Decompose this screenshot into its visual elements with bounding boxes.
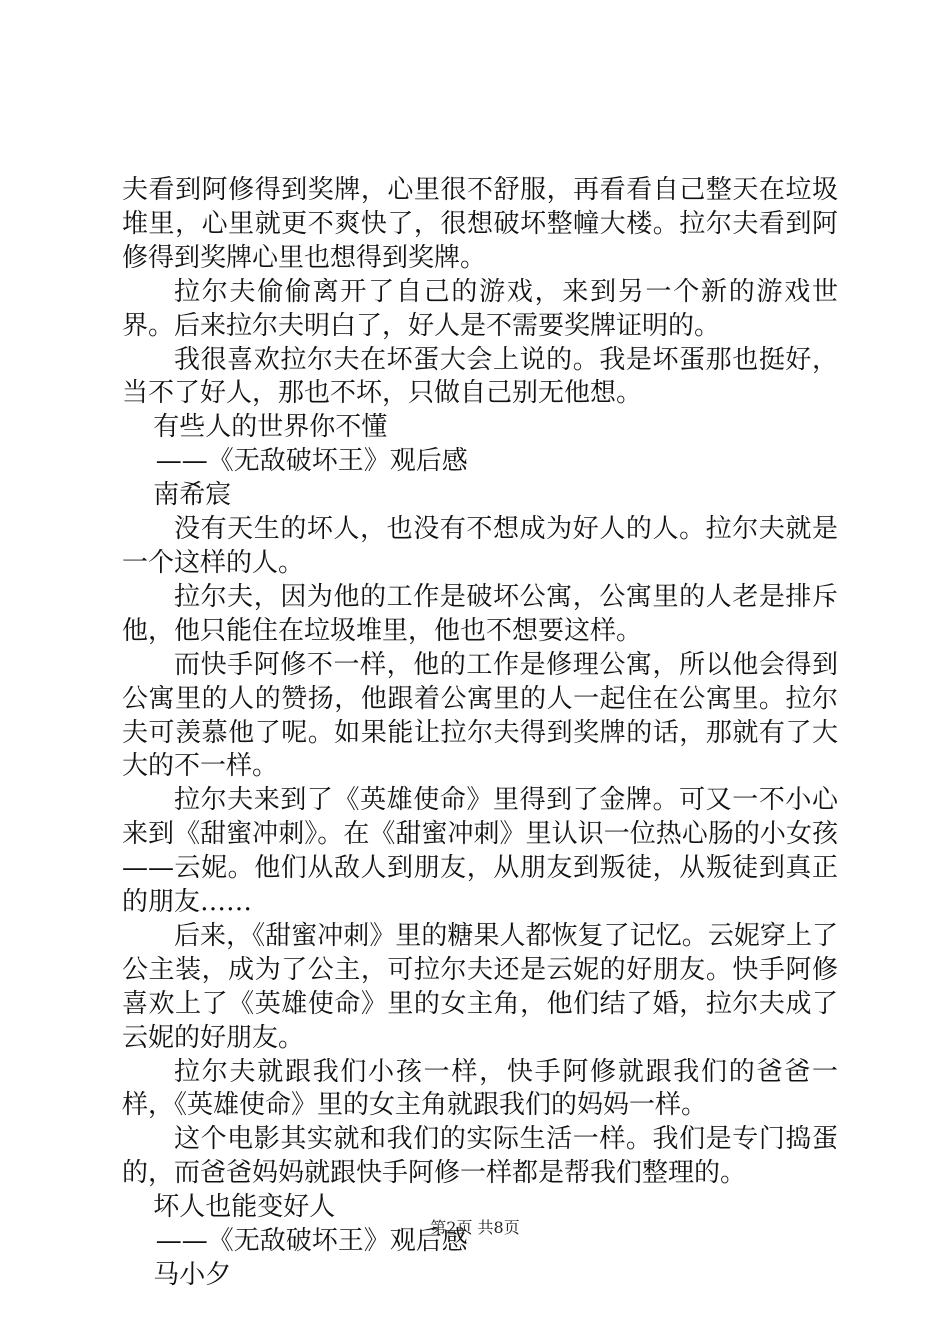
page-footer: 第2页 共8页	[430, 1218, 520, 1237]
document-body	[122, 174, 838, 1293]
paragraph-6: 而快手阿修不一样，他的工作是修理公寓，所以他会得到公寓里的人的赞扬，他跟着公寓里的人一起住在公寓里。拉尔夫可羡慕他了呢。如果能让拉尔夫得到奖牌的话，那就有了大大的不一样。	[122, 649, 838, 782]
essay-title-2: 坏人也能变好人	[153, 1192, 336, 1223]
paragraph-1: 夫看到阿修得到奖牌，心里很不舒服，再看看自己整天在垃圾堆里，心里就更不爽快了，很想破坏整幢大楼。拉尔夫看到阿修得到奖牌心里也想得到奖牌。	[122, 175, 838, 273]
paragraph-8: 后来，《甜蜜冲刺》里的糖果人都恢复了记忆。云妮穿上了公主装，成为了公主，可拉尔夫还是云妮的好朋友。快手阿修喜欢上了《英雄使命》里的女主角，他们结了婚，拉尔夫成了云妮的好朋友。	[122, 920, 838, 1053]
paragraph-4: 没有天生的坏人，也没有不想成为好人的人。拉尔夫就是一个这样的人。	[122, 514, 838, 578]
essay-subtitle-2: ——《无敌破坏王》观后感	[155, 1226, 468, 1257]
paragraph-9: 拉尔夫就跟我们小孩一样，快手阿修就跟我们的爸爸一样，《英雄使命》里的女主角就跟我们的妈妈一样。	[122, 1056, 838, 1121]
essay-author-1: 南希宸	[153, 480, 232, 511]
essay-author-2: 马小夕	[153, 1260, 232, 1290]
paragraph-2: 拉尔夫偷偷离开了自己的游戏，来到另一个新的游戏世界。后来拉尔夫明白了，好人是不需要奖牌证明的。	[122, 276, 838, 341]
paragraph-5: 拉尔夫，因为他的工作是破坏公寓，公寓里的人老是排斥他，他只能住在垃圾堆里，他也不想要这样。	[122, 581, 838, 646]
paragraph-3: 我很喜欢拉尔夫在坏蛋大会上说的。我是坏蛋那也挺好，当不了好人，那也不坏，只做自己别无他想。	[122, 344, 838, 409]
essay-title-1: 有些人的世界你不懂	[153, 412, 388, 443]
paragraph-10: 这个电影其实就和我们的实际生活一样。我们是专门捣蛋的，而爸爸妈妈就跟快手阿修一样都是帮我们整理的。	[122, 1124, 838, 1189]
essay-subtitle-1: ——《无敌破坏王》观后感	[155, 446, 468, 477]
paragraph-7: 拉尔夫来到了《英雄使命》里得到了金牌。可又一不小心来到《甜蜜冲刺》。在《甜蜜冲刺》里认识一位热心肠的小女孩——云妮。他们从敌人到朋友，从朋友到叛徒，从叛徒到真正的朋友……	[122, 785, 838, 918]
